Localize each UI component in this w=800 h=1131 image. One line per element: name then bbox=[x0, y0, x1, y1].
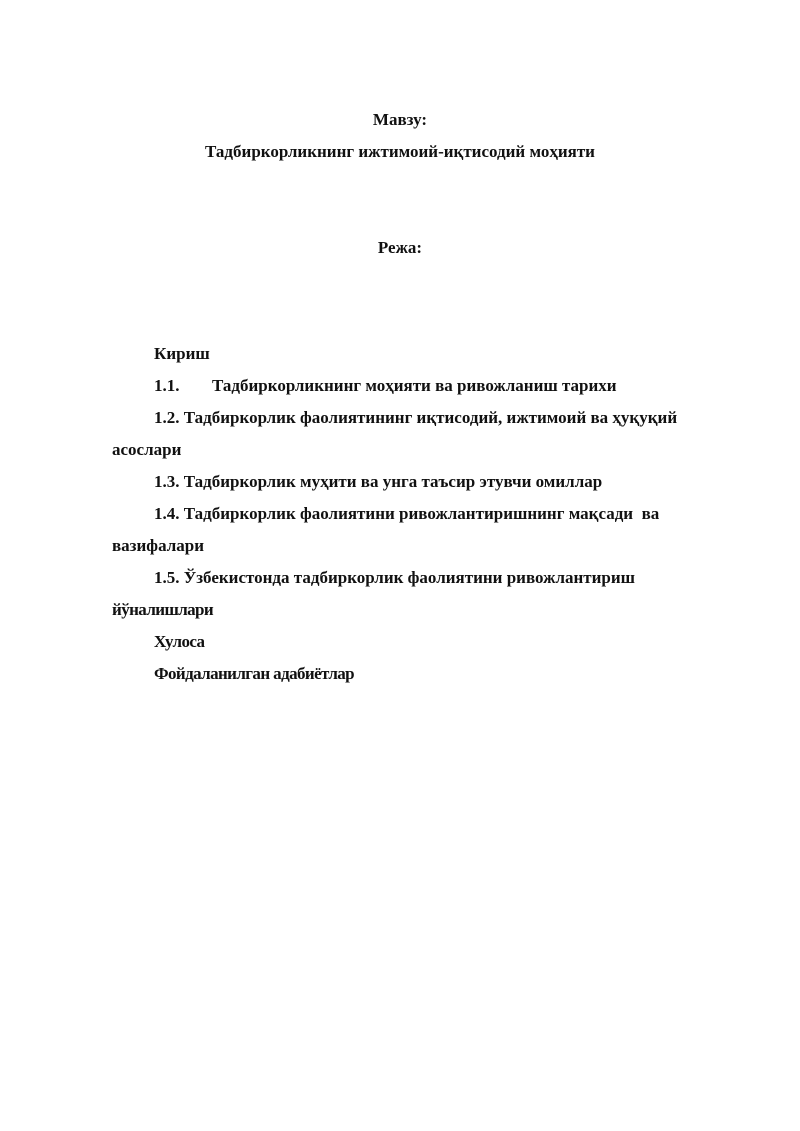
toc-item-1-5-line1: 1.5. Ўзбекистонда тадбиркорлик фаолиятини ривожлантириш bbox=[154, 568, 636, 587]
toc-item-1-1-number: 1.1. bbox=[154, 376, 180, 395]
toc-item-1-2-line1: 1.2. Тадбиркорлик фаолиятининг иқтисодий, ижтимоий ва ҳуқуқий bbox=[154, 408, 678, 427]
toc-item-1-1 bbox=[112, 370, 732, 402]
toc-item-1-2-line2: асослари bbox=[112, 440, 182, 459]
toc-item-1-4-line1: 1.4. Тадбиркорлик фаолиятини ривожлантиришнинг мақсади ва bbox=[154, 504, 660, 523]
toc-references: Фойдаланилган адабиётлар bbox=[154, 664, 355, 683]
toc-intro: Кириш bbox=[154, 344, 210, 363]
toc-item-1-3: 1.3. Тадбиркорлик муҳити ва унга таъсир этувчи омиллар bbox=[154, 472, 603, 491]
toc-item-1-4-line2: вазифалари bbox=[112, 536, 205, 555]
topic-label: Мавзу: bbox=[372, 110, 428, 129]
toc-item-1-1-text: Тадбиркорликнинг моҳияти ва ривожланиш тарихи bbox=[212, 376, 617, 395]
table-of-contents bbox=[112, 338, 732, 690]
topic-title: Тадбиркорликнинг ижтимоий-иқтисодий моҳияти bbox=[205, 142, 595, 161]
plan-label: Режа: bbox=[377, 238, 423, 257]
toc-item-1-5-line2: йўналишлари bbox=[112, 600, 214, 619]
toc-conclusion: Хулоса bbox=[154, 632, 205, 651]
